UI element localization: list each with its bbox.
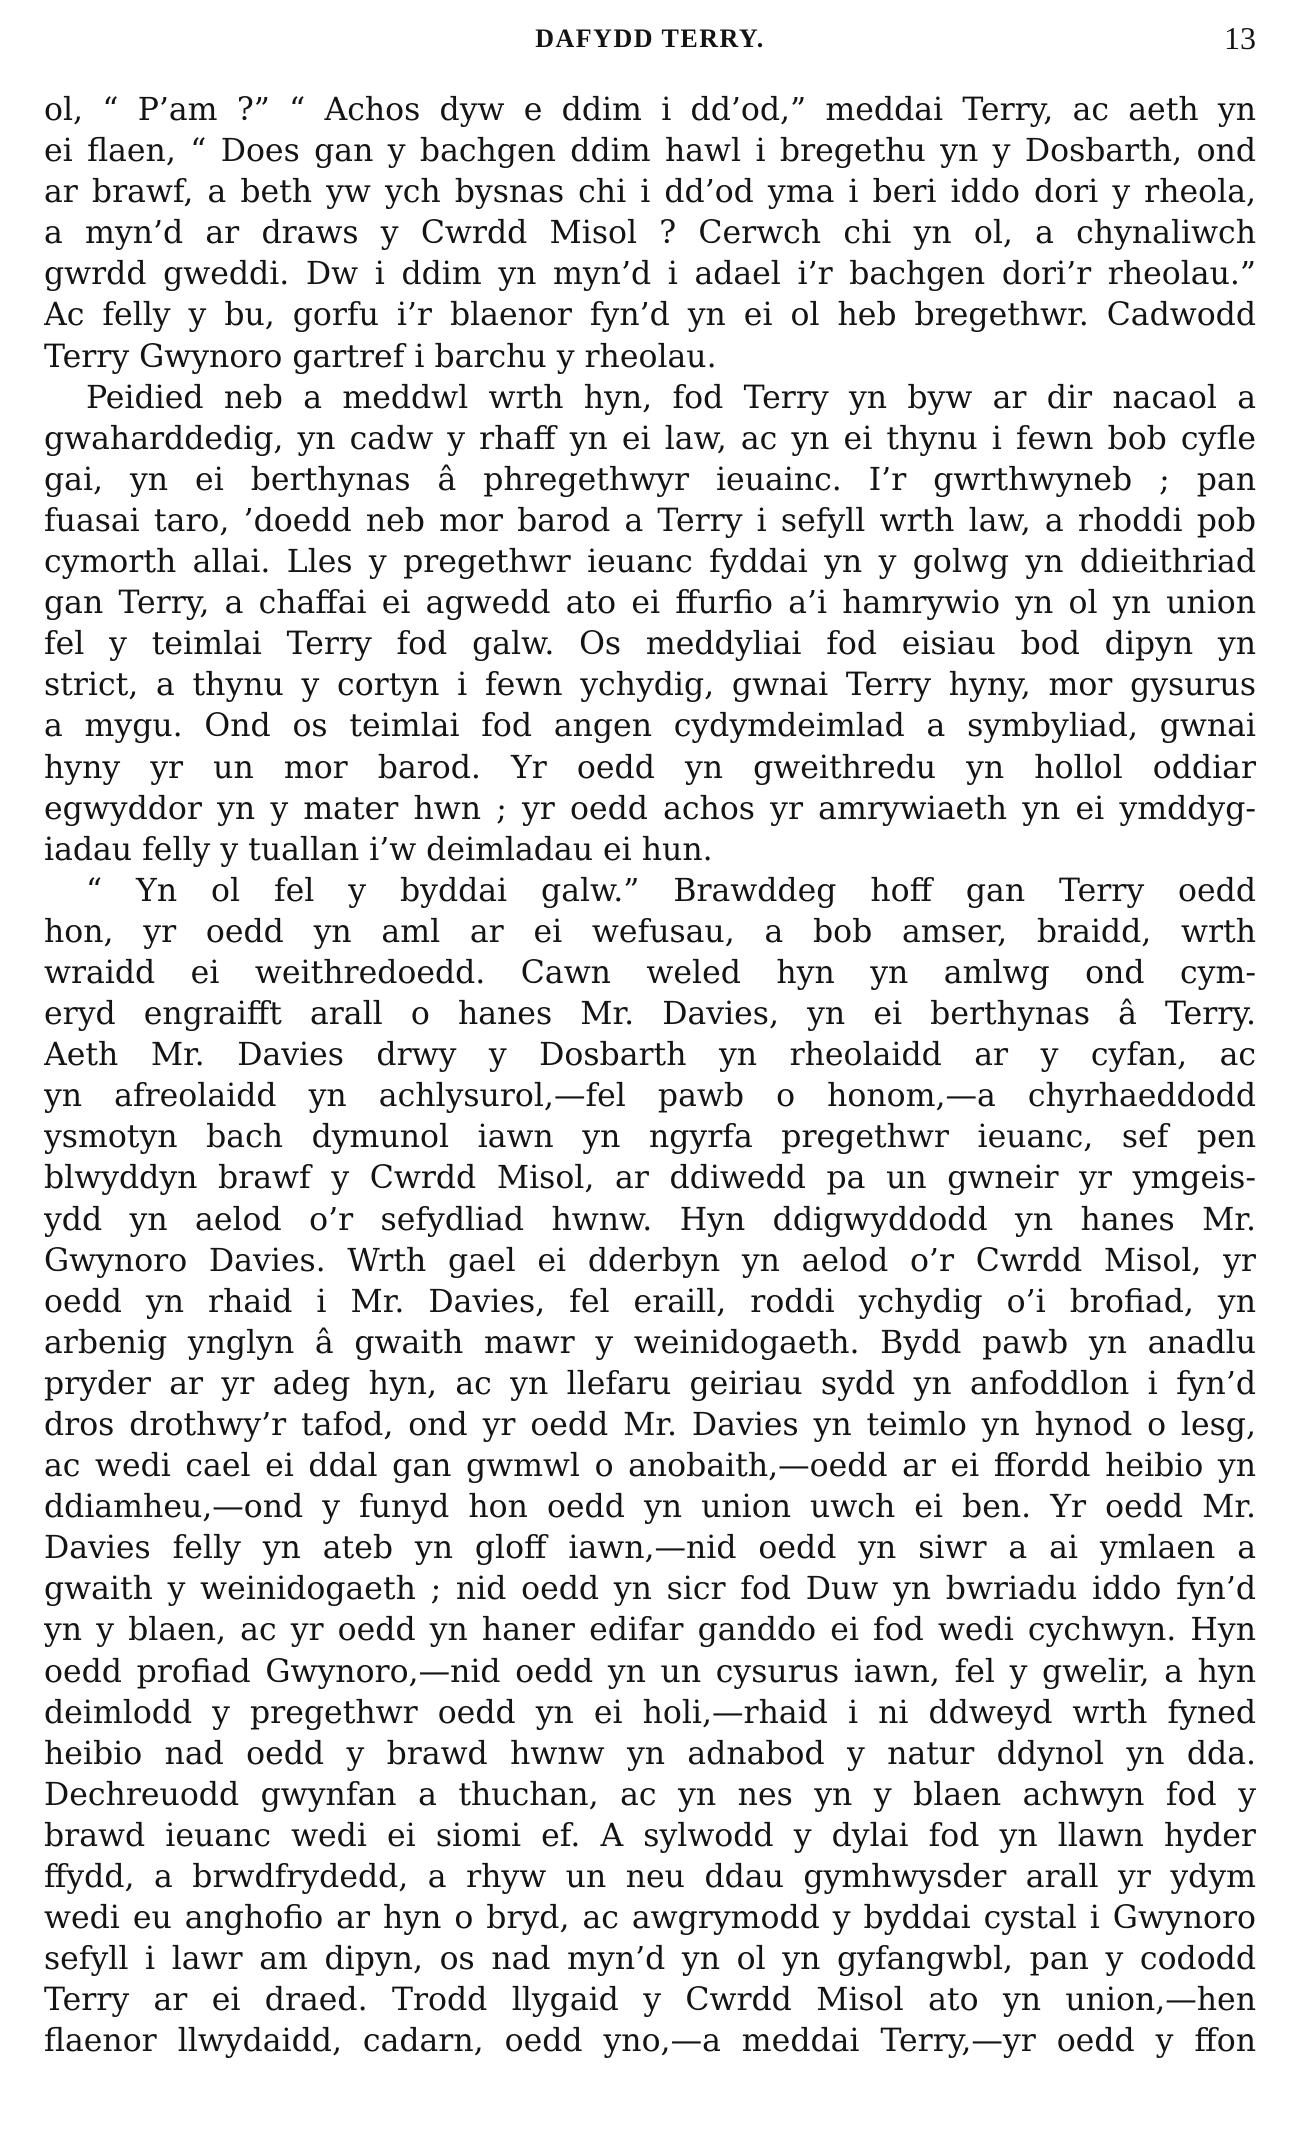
text-line: iadau felly y tuallan i’w deimladau ei hun. (44, 831, 713, 868)
text-line: oedd profiad Gwynoro,—nid oedd yn un cysurus iawn, fel y gwelir, a hyn (44, 1653, 1256, 1690)
text-line: Terry ar ei draed. Trodd llygaid y Cwrdd Misol ato yn union,—hen (44, 1982, 1256, 2019)
text-line: gai, yn ei berthynas â phregethwyr ieuainc. I’r gwrthwyneb ; pan (44, 461, 1256, 498)
text-line: cymorth allai. Lles y pregethwr ieuanc fyddai yn y golwg yn ddieithriad (44, 544, 1256, 581)
text-line: pryder ar yr adeg hyn, ac yn llefaru geiriau sydd yn anfoddlon i fyn’d (44, 1365, 1256, 1402)
text-line: ar brawf, a beth yw ych bysnas chi i dd’od yma i beri iddo dori y rheola, (44, 174, 1256, 211)
text-line: flaenor llwydaidd, cadarn, oedd yno,—a meddai Terry,—yr oedd y ffon (44, 2023, 1256, 2060)
text-line: wedi eu anghofio ar hyn o bryd, ac awgrymodd y byddai cystal i Gwynoro (44, 1900, 1256, 1937)
text-line: hon, yr oedd yn aml ar ei wefusau, a bob amser, braidd, wrth (44, 913, 1256, 950)
text-line: ac wedi cael ei ddal gan gwmwl o anobaith,—oedd ar ei ffordd heibio yn (44, 1448, 1256, 1485)
text-line: Ac felly y bu, gorfu i’r blaenor fyn’d yn ei ol heb bregethwr. Cadwodd (44, 297, 1256, 334)
text-line: ydd yn aelod o’r sefydliad hwnw. Hyn ddigwyddodd yn hanes Mr. (44, 1201, 1256, 1238)
body-text (44, 90, 1256, 2063)
text-line: ysmotyn bach dymunol iawn yn ngyrfa pregethwr ieuanc, sef pen (44, 1119, 1256, 1156)
text-line: ei flaen, “ Does gan y bachgen ddim hawl i bregethu yn y Dosbarth, ond (44, 133, 1256, 170)
text-line: heibio nad oedd y brawd hwnw yn adnabod y natur ddynol yn dda. (44, 1735, 1256, 1772)
text-line: Dechreuodd gwynfan a thuchan, ac yn nes yn y blaen achwyn fod y (44, 1776, 1256, 1813)
text-line: Terry Gwynoro gartref i barchu y rheolau. (44, 338, 717, 375)
text-line: Aeth Mr. Davies drwy y Dosbarth yn rheolaidd ar y cyfan, ac (44, 1037, 1256, 1074)
text-line: gwrdd gweddi. Dw i ddim yn myn’d i adael i’r bachgen dori’r rheolau.” (44, 256, 1256, 293)
text-line: fuasai taro, ’doedd neb mor barod a Terry i sefyll wrth law, a rhoddi pob (44, 502, 1256, 539)
text-line: Davies felly yn ateb yn gloff iawn,—nid oedd yn siwr a ai ymlaen a (44, 1530, 1256, 1567)
text-line: hyny yr un mor barod. Yr oedd yn gweithredu yn hollol oddiar (44, 749, 1256, 786)
text-line: gwaith y weinidogaeth ; nid oedd yn sicr fod Duw yn bwriadu iddo fyn’d (44, 1571, 1256, 1608)
text-line: ol, “ P’am ?” “ Achos dyw e ddim i dd’od,” meddai Terry, ac aeth yn (44, 92, 1256, 128)
text-line: strict, a thynu y cortyn i fewn ychydig, gwnai Terry hyny, mor gysurus (44, 667, 1256, 704)
page-number: 13 (1224, 20, 1256, 56)
text-line: oedd yn rhaid i Mr. Davies, fel eraill, roddi ychydig o’i brofiad, yn (44, 1283, 1256, 1320)
text-line: wraidd ei weithredoedd. Cawn weled hyn yn amlwg ond cym- (44, 954, 1256, 991)
text-line: Gwynoro Davies. Wrth gael ei dderbyn yn aelod o’r Cwrdd Misol, yr (44, 1242, 1256, 1279)
running-head (44, 16, 1256, 68)
text-line: ddiamheu,—ond y funyd hon oedd yn union uwch ei ben. Yr oedd Mr. (44, 1489, 1256, 1526)
text-line: eryd engraifft arall o hanes Mr. Davies, yn ei berthynas â Terry. (44, 996, 1256, 1033)
text-line: a myn’d ar draws y Cwrdd Misol ? Cerwch chi yn ol, a chynaliwch (44, 215, 1256, 252)
text-line: gwaharddedig, yn cadw y rhaff yn ei law, ac yn ei thynu i fewn bob cyfle (44, 420, 1256, 457)
text-line: Peidied neb a meddwl wrth hyn, fod Terry yn byw ar dir nacaol a (86, 379, 1256, 416)
text-line: a mygu. Ond os teimlai fod angen cydymdeimlad a symbyliad, gwnai (44, 708, 1256, 745)
text-line: blwyddyn brawf y Cwrdd Misol, ar ddiwedd pa un gwneir yr ymgeis- (44, 1160, 1256, 1197)
text-line: deimlodd y pregethwr oedd yn ei holi,—rhaid i ni ddweyd wrth fyned (44, 1694, 1256, 1731)
text-line: yn afreolaidd yn achlysurol,—fel pawb o honom,—a chyrhaeddodd (44, 1078, 1256, 1115)
text-line: sefyll i lawr am dipyn, os nad myn’d yn ol yn gyfangwbl, pan y cododd (44, 1941, 1256, 1978)
text-line: dros drothwy’r tafod, ond yr oedd Mr. Davies yn teimlo yn hynod o lesg, (44, 1407, 1256, 1443)
text-line: ffydd, a brwdfrydedd, a rhyw un neu ddau gymhwysder arall yr ydym (44, 1859, 1256, 1896)
text-line: yn y blaen, ac yr oedd yn haner edifar ganddo ei fod wedi cychwyn. Hyn (44, 1612, 1256, 1649)
text-line: brawd ieuanc wedi ei siomi ef. A sylwodd y dylai fod yn llawn hyder (44, 1817, 1256, 1854)
text-line: gan Terry, a chaffai ei agwedd ato ei ffurfio a’i hamrywio yn ol yn union (44, 585, 1256, 622)
text-line: fel y teimlai Terry fod galw. Os meddyliai fod eisiau bod dipyn yn (44, 626, 1256, 663)
text-line: egwyddor yn y mater hwn ; yr oedd achos yr amrywiaeth yn ei ymddyg- (44, 790, 1256, 827)
text-line: “ Yn ol fel y byddai galw.” Brawddeg hoff gan Terry oedd (86, 872, 1256, 909)
text-line: arbenig ynglyn â gwaith mawr y weinidogaeth. Bydd pawb yn anadlu (44, 1324, 1256, 1361)
running-title: DAFYDD TERRY. (535, 24, 765, 53)
